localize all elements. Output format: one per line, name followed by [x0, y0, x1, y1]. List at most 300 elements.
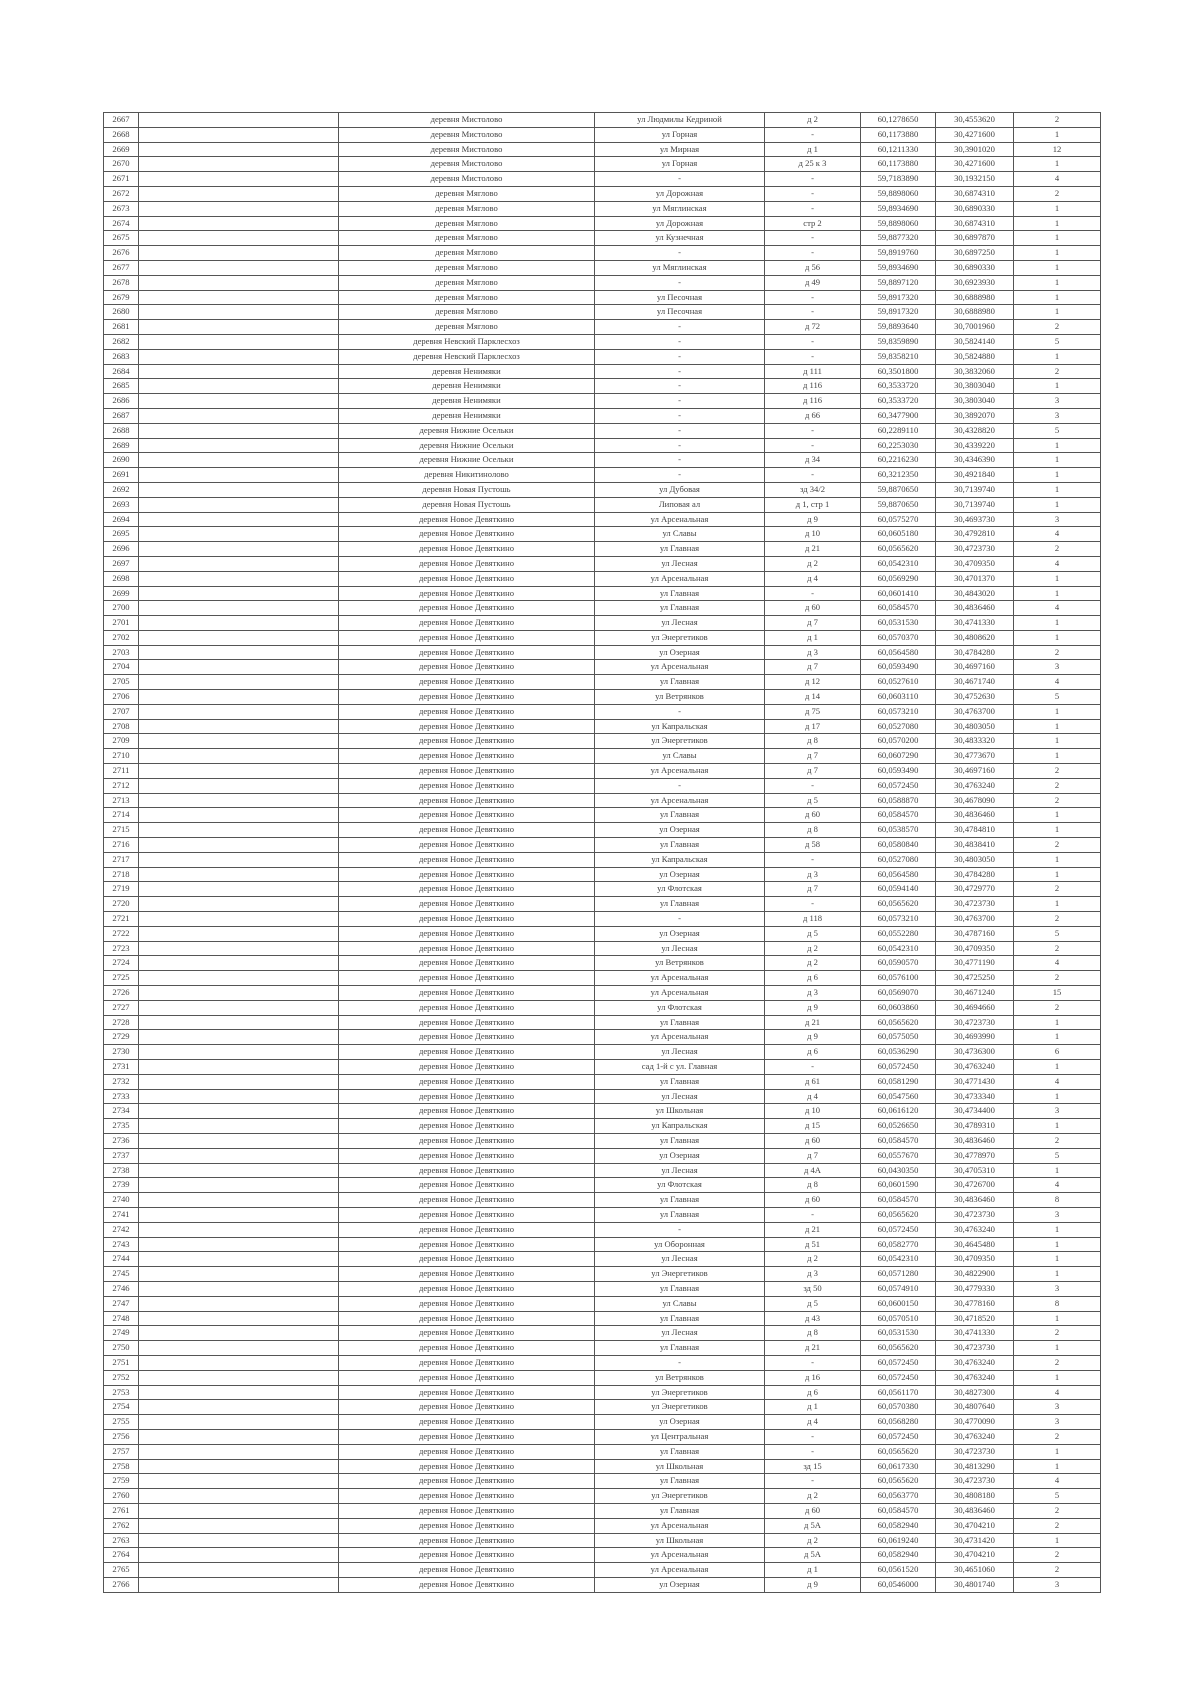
house-cell: д 61	[765, 1074, 861, 1089]
latitude-cell: 60,0542310	[861, 941, 936, 956]
longitude-cell: 30,6897250	[936, 246, 1014, 261]
settlement-cell: деревня Новое Девяткино	[339, 1119, 595, 1134]
district-cell	[139, 912, 339, 927]
latitude-cell: 60,3501800	[861, 364, 936, 379]
row-number: 2749	[104, 1326, 139, 1341]
row-number: 2735	[104, 1119, 139, 1134]
district-cell	[139, 719, 339, 734]
longitude-cell: 30,4704210	[936, 1548, 1014, 1563]
street-cell: -	[595, 394, 765, 409]
row-number: 2736	[104, 1133, 139, 1148]
house-cell: д 17	[765, 719, 861, 734]
latitude-cell: 59,8897120	[861, 275, 936, 290]
longitude-cell: 30,4808620	[936, 630, 1014, 645]
table-row	[104, 852, 1101, 867]
house-cell: д 1	[765, 630, 861, 645]
latitude-cell: 60,0572450	[861, 1370, 936, 1385]
table-row	[104, 1060, 1101, 1075]
house-cell: д 7	[765, 749, 861, 764]
settlement-cell: деревня Новое Девяткино	[339, 690, 595, 705]
table-row	[104, 793, 1101, 808]
latitude-cell: 60,0576100	[861, 971, 936, 986]
street-cell: ул Энергетиков	[595, 1400, 765, 1415]
row-number: 2710	[104, 749, 139, 764]
count-cell: 2	[1014, 364, 1101, 379]
latitude-cell: 60,0588870	[861, 793, 936, 808]
house-cell: д 4	[765, 571, 861, 586]
longitude-cell: 30,4723730	[936, 1474, 1014, 1489]
row-number: 2697	[104, 556, 139, 571]
count-cell: 1	[1014, 305, 1101, 320]
longitude-cell: 30,4836460	[936, 1503, 1014, 1518]
latitude-cell: 60,0531530	[861, 1326, 936, 1341]
house-cell: д 6	[765, 971, 861, 986]
settlement-cell: деревня Мяглово	[339, 290, 595, 305]
settlement-cell: деревня Новое Девяткино	[339, 675, 595, 690]
house-cell: д 10	[765, 1104, 861, 1119]
table-row	[104, 364, 1101, 379]
street-cell: ул Арсенальная	[595, 571, 765, 586]
street-cell: ул Главная	[595, 808, 765, 823]
table-row	[104, 1252, 1101, 1267]
street-cell: ул Озерная	[595, 823, 765, 838]
street-cell: Липовая ал	[595, 497, 765, 512]
street-cell: ул Славы	[595, 749, 765, 764]
longitude-cell: 30,4709350	[936, 941, 1014, 956]
count-cell: 4	[1014, 675, 1101, 690]
settlement-cell: деревня Новое Девяткино	[339, 1000, 595, 1015]
table-row	[104, 1207, 1101, 1222]
count-cell: 2	[1014, 186, 1101, 201]
count-cell: 2	[1014, 1326, 1101, 1341]
settlement-cell: деревня Новое Девяткино	[339, 1207, 595, 1222]
count-cell: 1	[1014, 1119, 1101, 1134]
settlement-cell: деревня Новое Девяткино	[339, 542, 595, 557]
row-number: 2747	[104, 1296, 139, 1311]
house-cell: д 8	[765, 1326, 861, 1341]
table-row	[104, 823, 1101, 838]
count-cell: 5	[1014, 1489, 1101, 1504]
latitude-cell: 60,0568280	[861, 1415, 936, 1430]
settlement-cell: деревня Мяглово	[339, 216, 595, 231]
latitude-cell: 60,0565620	[861, 542, 936, 557]
latitude-cell: 60,2216230	[861, 453, 936, 468]
district-cell	[139, 1533, 339, 1548]
table-row	[104, 1163, 1101, 1178]
house-cell: д 12	[765, 675, 861, 690]
house-cell: д 60	[765, 601, 861, 616]
street-cell: ул Главная	[595, 1015, 765, 1030]
street-cell: ул Главная	[595, 1474, 765, 1489]
latitude-cell: 60,0531530	[861, 616, 936, 631]
house-cell: д 6	[765, 1385, 861, 1400]
house-cell: д 58	[765, 838, 861, 853]
latitude-cell: 60,0601590	[861, 1178, 936, 1193]
latitude-cell: 60,0590570	[861, 956, 936, 971]
district-cell	[139, 586, 339, 601]
latitude-cell: 59,8917320	[861, 305, 936, 320]
street-cell: ул Арсенальная	[595, 1548, 765, 1563]
latitude-cell: 60,0569290	[861, 571, 936, 586]
longitude-cell: 30,4731420	[936, 1533, 1014, 1548]
table-row	[104, 1074, 1101, 1089]
table-row	[104, 734, 1101, 749]
house-cell: д 5	[765, 926, 861, 941]
row-number: 2758	[104, 1459, 139, 1474]
street-cell: ул Песочная	[595, 290, 765, 305]
longitude-cell: 30,4723730	[936, 1207, 1014, 1222]
district-cell	[139, 246, 339, 261]
settlement-cell: деревня Новое Девяткино	[339, 586, 595, 601]
longitude-cell: 30,4763240	[936, 1429, 1014, 1444]
row-number: 2748	[104, 1311, 139, 1326]
house-cell: д 9	[765, 512, 861, 527]
row-number: 2753	[104, 1385, 139, 1400]
house-cell: -	[765, 1355, 861, 1370]
street-cell: ул Главная	[595, 1444, 765, 1459]
settlement-cell: деревня Новое Девяткино	[339, 1311, 595, 1326]
row-number: 2704	[104, 660, 139, 675]
longitude-cell: 30,4771430	[936, 1074, 1014, 1089]
house-cell: -	[765, 246, 861, 261]
table-row	[104, 468, 1101, 483]
count-cell: 2	[1014, 764, 1101, 779]
house-cell: д 2	[765, 1252, 861, 1267]
row-number: 2712	[104, 778, 139, 793]
district-cell	[139, 542, 339, 557]
longitude-cell: 30,4328820	[936, 423, 1014, 438]
house-cell: д 6	[765, 1045, 861, 1060]
longitude-cell: 30,6874310	[936, 186, 1014, 201]
longitude-cell: 30,3832060	[936, 364, 1014, 379]
street-cell: ул Озерная	[595, 645, 765, 660]
settlement-cell: деревня Новое Девяткино	[339, 1060, 595, 1075]
latitude-cell: 59,8898060	[861, 216, 936, 231]
table-row	[104, 172, 1101, 187]
longitude-cell: 30,6923930	[936, 275, 1014, 290]
longitude-cell: 30,4752630	[936, 690, 1014, 705]
house-cell: зд 15	[765, 1459, 861, 1474]
house-cell: д 9	[765, 1030, 861, 1045]
latitude-cell: 60,0542310	[861, 556, 936, 571]
table-row	[104, 645, 1101, 660]
latitude-cell: 60,0527610	[861, 675, 936, 690]
row-number: 2673	[104, 201, 139, 216]
street-cell: -	[595, 334, 765, 349]
longitude-cell: 30,4803050	[936, 852, 1014, 867]
district-cell	[139, 1193, 339, 1208]
street-cell: ул Славы	[595, 527, 765, 542]
street-cell: ул Горная	[595, 127, 765, 142]
house-cell: д 7	[765, 616, 861, 631]
street-cell: ул Капральская	[595, 1119, 765, 1134]
street-cell: -	[595, 408, 765, 423]
district-cell	[139, 453, 339, 468]
count-cell: 2	[1014, 1518, 1101, 1533]
count-cell: 1	[1014, 616, 1101, 631]
longitude-cell: 30,4741330	[936, 1326, 1014, 1341]
row-number: 2714	[104, 808, 139, 823]
latitude-cell: 60,1278650	[861, 113, 936, 128]
row-number: 2678	[104, 275, 139, 290]
row-number: 2755	[104, 1415, 139, 1430]
house-cell: д 60	[765, 1133, 861, 1148]
district-cell	[139, 645, 339, 660]
street-cell: ул Энергетиков	[595, 1385, 765, 1400]
house-cell: -	[765, 423, 861, 438]
row-number: 2750	[104, 1341, 139, 1356]
count-cell: 1	[1014, 497, 1101, 512]
district-cell	[139, 556, 339, 571]
row-number: 2705	[104, 675, 139, 690]
table-row	[104, 838, 1101, 853]
count-cell: 1	[1014, 867, 1101, 882]
row-number: 2737	[104, 1148, 139, 1163]
house-cell: д 5	[765, 1296, 861, 1311]
longitude-cell: 30,4645480	[936, 1237, 1014, 1252]
row-number: 2751	[104, 1355, 139, 1370]
count-cell: 12	[1014, 142, 1101, 157]
settlement-cell: деревня Мяглово	[339, 320, 595, 335]
settlement-cell: деревня Новое Девяткино	[339, 1178, 595, 1193]
settlement-cell: деревня Новое Девяткино	[339, 1548, 595, 1563]
street-cell: ул Капральская	[595, 719, 765, 734]
longitude-cell: 30,4763700	[936, 912, 1014, 927]
street-cell: ул Горная	[595, 157, 765, 172]
latitude-cell: 60,0565620	[861, 1207, 936, 1222]
longitude-cell: 30,4678090	[936, 793, 1014, 808]
table-row	[104, 1178, 1101, 1193]
longitude-cell: 30,6897870	[936, 231, 1014, 246]
house-cell: д 60	[765, 1503, 861, 1518]
longitude-cell: 30,4734400	[936, 1104, 1014, 1119]
longitude-cell: 30,4709350	[936, 1252, 1014, 1267]
settlement-cell: деревня Новое Девяткино	[339, 512, 595, 527]
settlement-cell: деревня Новое Девяткино	[339, 1355, 595, 1370]
latitude-cell: 60,0565620	[861, 1444, 936, 1459]
district-cell	[139, 527, 339, 542]
table-row	[104, 438, 1101, 453]
settlement-cell: деревня Мяглово	[339, 275, 595, 290]
district-cell	[139, 1341, 339, 1356]
latitude-cell: 60,0594140	[861, 882, 936, 897]
latitude-cell: 60,0570200	[861, 734, 936, 749]
settlement-cell: деревня Невский Парклесхоз	[339, 334, 595, 349]
longitude-cell: 30,4553620	[936, 113, 1014, 128]
settlement-cell: деревня Новое Девяткино	[339, 852, 595, 867]
district-cell	[139, 275, 339, 290]
house-cell: д 43	[765, 1311, 861, 1326]
district-cell	[139, 290, 339, 305]
settlement-cell: деревня Новое Девяткино	[339, 719, 595, 734]
longitude-cell: 30,4723730	[936, 1015, 1014, 1030]
settlement-cell: деревня Новое Девяткино	[339, 601, 595, 616]
latitude-cell: 60,1173880	[861, 127, 936, 142]
latitude-cell: 60,0542310	[861, 1252, 936, 1267]
longitude-cell: 30,4789310	[936, 1119, 1014, 1134]
row-number: 2701	[104, 616, 139, 631]
district-cell	[139, 749, 339, 764]
row-number: 2715	[104, 823, 139, 838]
table-row	[104, 216, 1101, 231]
row-number: 2739	[104, 1178, 139, 1193]
district-cell	[139, 468, 339, 483]
row-number: 2718	[104, 867, 139, 882]
latitude-cell: 60,1211330	[861, 142, 936, 157]
latitude-cell: 60,0575270	[861, 512, 936, 527]
latitude-cell: 60,0557670	[861, 1148, 936, 1163]
latitude-cell: 59,8870650	[861, 497, 936, 512]
district-cell	[139, 1281, 339, 1296]
table-row	[104, 497, 1101, 512]
table-row	[104, 349, 1101, 364]
longitude-cell: 30,4741330	[936, 616, 1014, 631]
street-cell: ул Ветрянков	[595, 690, 765, 705]
count-cell: 1	[1014, 1459, 1101, 1474]
count-cell: 1	[1014, 201, 1101, 216]
house-cell: -	[765, 305, 861, 320]
street-cell: -	[595, 320, 765, 335]
house-cell: д 15	[765, 1119, 861, 1134]
count-cell: 1	[1014, 1060, 1101, 1075]
settlement-cell: деревня Новое Девяткино	[339, 556, 595, 571]
row-number: 2717	[104, 852, 139, 867]
table-row	[104, 1385, 1101, 1400]
table-row	[104, 142, 1101, 157]
settlement-cell: деревня Ненимяки	[339, 364, 595, 379]
latitude-cell: 60,3477900	[861, 408, 936, 423]
count-cell: 2	[1014, 912, 1101, 927]
house-cell: -	[765, 1444, 861, 1459]
table-row	[104, 423, 1101, 438]
settlement-cell: деревня Мистолово	[339, 113, 595, 128]
longitude-cell: 30,4836460	[936, 601, 1014, 616]
row-number: 2693	[104, 497, 139, 512]
latitude-cell: 60,0572450	[861, 1060, 936, 1075]
street-cell: ул Главная	[595, 897, 765, 912]
table-row	[104, 157, 1101, 172]
street-cell: ул Флотская	[595, 882, 765, 897]
count-cell: 1	[1014, 1370, 1101, 1385]
longitude-cell: 30,4671740	[936, 675, 1014, 690]
table-body	[104, 113, 1101, 1593]
longitude-cell: 30,4705310	[936, 1163, 1014, 1178]
count-cell: 5	[1014, 1148, 1101, 1163]
longitude-cell: 30,4709350	[936, 556, 1014, 571]
street-cell: ул Главная	[595, 1074, 765, 1089]
table-row	[104, 379, 1101, 394]
latitude-cell: 60,0570510	[861, 1311, 936, 1326]
count-cell: 1	[1014, 630, 1101, 645]
street-cell: ул Капральская	[595, 852, 765, 867]
district-cell	[139, 512, 339, 527]
row-number: 2752	[104, 1370, 139, 1385]
house-cell: д 5А	[765, 1548, 861, 1563]
settlement-cell: деревня Мяглово	[339, 186, 595, 201]
latitude-cell: 60,0564580	[861, 867, 936, 882]
table-row	[104, 1222, 1101, 1237]
latitude-cell: 59,8358210	[861, 349, 936, 364]
district-cell	[139, 1178, 339, 1193]
settlement-cell: деревня Новое Девяткино	[339, 749, 595, 764]
row-number: 2692	[104, 482, 139, 497]
latitude-cell: 60,0572450	[861, 1355, 936, 1370]
table-row	[104, 941, 1101, 956]
house-cell: д 118	[765, 912, 861, 927]
row-number: 2709	[104, 734, 139, 749]
count-cell: 4	[1014, 556, 1101, 571]
house-cell: д 116	[765, 394, 861, 409]
count-cell: 3	[1014, 1577, 1101, 1592]
count-cell: 1	[1014, 379, 1101, 394]
longitude-cell: 30,4726700	[936, 1178, 1014, 1193]
count-cell: 1	[1014, 246, 1101, 261]
house-cell: д 21	[765, 1015, 861, 1030]
street-cell: -	[595, 423, 765, 438]
latitude-cell: 60,0564580	[861, 645, 936, 660]
house-cell: д 3	[765, 867, 861, 882]
longitude-cell: 30,4763240	[936, 1355, 1014, 1370]
row-number: 2691	[104, 468, 139, 483]
row-number: 2688	[104, 423, 139, 438]
settlement-cell: деревня Новое Девяткино	[339, 660, 595, 675]
district-cell	[139, 142, 339, 157]
district-cell	[139, 1133, 339, 1148]
longitude-cell: 30,4763240	[936, 1370, 1014, 1385]
count-cell: 3	[1014, 660, 1101, 675]
longitude-cell: 30,3803040	[936, 379, 1014, 394]
street-cell: ул Главная	[595, 1207, 765, 1222]
house-cell: -	[765, 1060, 861, 1075]
count-cell: 4	[1014, 1178, 1101, 1193]
latitude-cell: 60,0593490	[861, 764, 936, 779]
longitude-cell: 30,4697160	[936, 660, 1014, 675]
row-number: 2716	[104, 838, 139, 853]
settlement-cell: деревня Новое Девяткино	[339, 645, 595, 660]
street-cell: -	[595, 172, 765, 187]
district-cell	[139, 1577, 339, 1592]
row-number: 2757	[104, 1444, 139, 1459]
count-cell: 2	[1014, 1000, 1101, 1015]
longitude-cell: 30,4733340	[936, 1089, 1014, 1104]
table-row	[104, 690, 1101, 705]
district-cell	[139, 1296, 339, 1311]
house-cell: д 2	[765, 1533, 861, 1548]
house-cell: д 5	[765, 793, 861, 808]
settlement-cell: деревня Новое Девяткино	[339, 1267, 595, 1282]
count-cell: 2	[1014, 882, 1101, 897]
latitude-cell: 59,8359890	[861, 334, 936, 349]
count-cell: 1	[1014, 157, 1101, 172]
street-cell: -	[595, 778, 765, 793]
longitude-cell: 30,4779330	[936, 1281, 1014, 1296]
settlement-cell: деревня Новое Девяткино	[339, 1341, 595, 1356]
count-cell: 2	[1014, 1548, 1101, 1563]
row-number: 2719	[104, 882, 139, 897]
latitude-cell: 60,0536290	[861, 1045, 936, 1060]
house-cell: -	[765, 586, 861, 601]
district-cell	[139, 157, 339, 172]
row-number: 2732	[104, 1074, 139, 1089]
longitude-cell: 30,4694660	[936, 1000, 1014, 1015]
row-number: 2733	[104, 1089, 139, 1104]
row-number: 2671	[104, 172, 139, 187]
latitude-cell: 60,0430350	[861, 1163, 936, 1178]
longitude-cell: 30,7139740	[936, 497, 1014, 512]
district-cell	[139, 334, 339, 349]
table-row	[104, 601, 1101, 616]
settlement-cell: деревня Новое Девяткино	[339, 986, 595, 1001]
